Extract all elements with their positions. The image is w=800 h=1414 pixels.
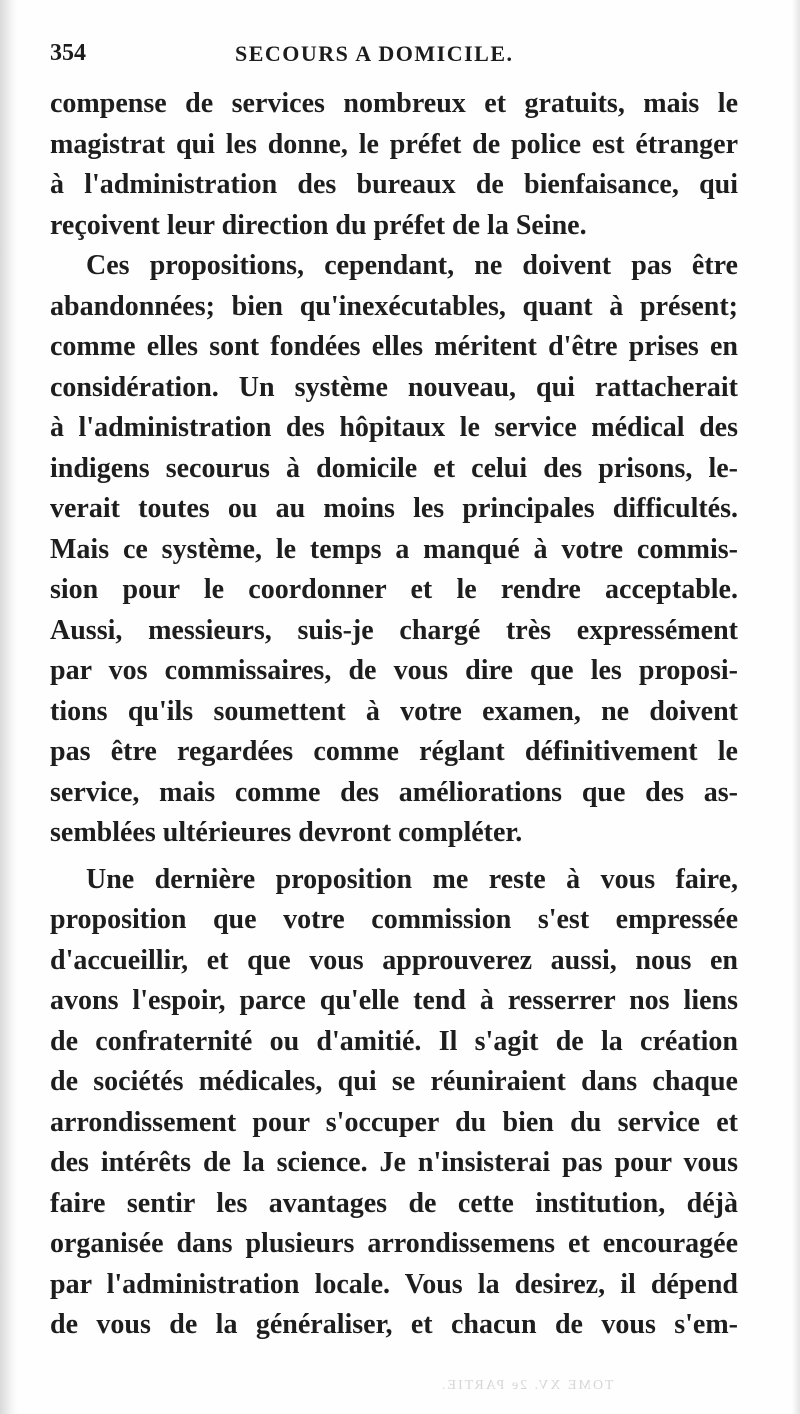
text-line: Mais ce système, le temps a manqué à votre commis- xyxy=(50,533,738,565)
text-line: magistrat qui les donne, le préfet de police est étranger xyxy=(50,128,738,160)
text-line: à l'administration des hôpitaux le service médical des xyxy=(50,412,738,443)
text-line: Ces propositions, cependant, ne doivent pas être xyxy=(86,250,738,281)
text-line: service, mais comme des améliorations que des as- xyxy=(50,776,738,808)
text-line: sion pour le coordonner et le rendre acceptable. xyxy=(50,574,738,605)
text-line: verait toutes ou au moins les principales difficultés. xyxy=(50,493,738,524)
text-line: de vous de la généraliser, et chacun de vous s'em- xyxy=(50,1309,738,1340)
text-line: de sociétés médicales, qui se réuniraient dans chaque xyxy=(50,1066,738,1097)
text-line: Aussi, messieurs, suis-je chargé très expressément xyxy=(50,614,738,646)
body-text xyxy=(50,84,738,1346)
text-line: d'accueillir, et que vous approuverez aussi, nous en xyxy=(50,944,738,976)
page-edge-shadow xyxy=(792,0,800,1414)
page-header xyxy=(50,40,750,74)
text-line: semblées ultérieures devront compléter. xyxy=(50,817,523,848)
text-line: tions qu'ils soumettent à votre examen, ne doivent xyxy=(50,695,738,727)
text-line: comme elles sont fondées elles méritent d'être prises en xyxy=(50,331,738,362)
text-line: considération. Un système nouveau, qui rattacherait xyxy=(50,371,738,403)
text-line: avons l'espoir, parce qu'elle tend à resserrer nos liens xyxy=(50,985,738,1016)
text-line: organisée dans plusieurs arrondissemens et encouragée xyxy=(50,1228,738,1259)
text-line: Une dernière proposition me reste à vous faire, xyxy=(86,863,738,895)
text-line: par vos commissaires, de vous dire que les proposi- xyxy=(50,655,738,686)
text-line: de confraternité ou d'amitié. Il s'agit de la création xyxy=(50,1025,738,1057)
text-line: des intérêts de la science. Je n'insisterai pas pour vous xyxy=(50,1147,738,1178)
text-line: pas être regardées comme réglant définitivement le xyxy=(50,736,738,767)
text-line: proposition que votre commission s'est empressée xyxy=(50,904,738,935)
text-line: reçoivent leur direction du préfet de la Seine. xyxy=(50,209,587,241)
running-head: SECOURS A DOMICILE. xyxy=(235,41,514,66)
text-line: à l'administration des bureaux de bienfaisance, qui xyxy=(50,169,738,200)
text-line: indigens secourus à domicile et celui des prisons, le- xyxy=(50,452,738,484)
text-line: par l'administration locale. Vous la desirez, il dépend xyxy=(50,1268,738,1300)
page-number: 354 xyxy=(50,40,86,66)
show-through-footer: TOME XV. 2e PARTIE. xyxy=(440,1378,614,1393)
text-line: arrondissement pour s'occuper du bien du service et xyxy=(50,1106,738,1138)
text-line: faire sentir les avantages de cette institution, déjà xyxy=(50,1187,738,1219)
text-line: compense de services nombreux et gratuits, mais le xyxy=(50,88,738,119)
page-gutter-shadow xyxy=(0,0,18,1414)
text-line: abandonnées; bien qu'inexécutables, quant à présent; xyxy=(50,290,738,322)
